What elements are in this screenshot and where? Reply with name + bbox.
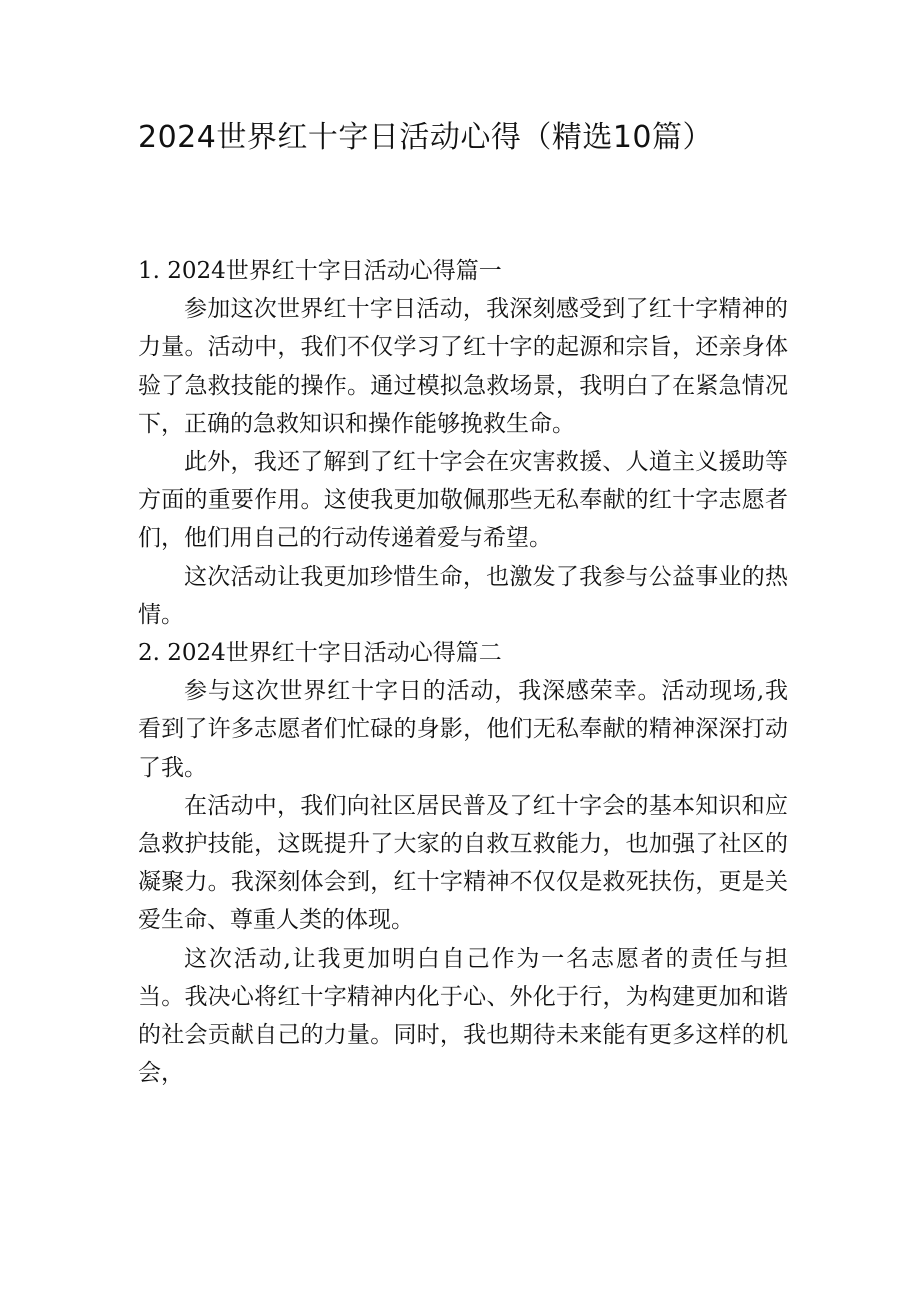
paragraph: 参与这次世界红十字日的活动，我深感荣幸。活动现场,我看到了许多志愿者们忙碌的身影，他们无私奉献的精神深深打动了我。 — [138, 678, 788, 781]
paragraph: 在活动中，我们向社区居民普及了红十字会的基本知识和应急救护技能，这既提升了大家的自救互救能力，也加强了社区的凝聚力。我深刻体会到，红十字精神不仅仅是救死扶伤，更是关爱生命、尊重人类的体现。 — [138, 792, 788, 934]
document-body — [138, 252, 788, 1092]
document-title: 2024世界红十字日活动心得（精选10篇） — [138, 120, 714, 155]
paragraph: 这次活动让我更加珍惜生命，也激发了我参与公益事业的热情。 — [138, 563, 788, 628]
paragraph: 参加这次世界红十字日活动，我深刻感受到了红十字精神的力量。活动中，我们不仅学习了红十字的起源和宗旨，还亲身体验了急救技能的操作。通过模拟急救场景，我明白了在紧急情况下，正确的急救知识和操作能够挽救生命。 — [138, 296, 788, 437]
paragraph: 这次活动,让我更加明白自己作为一名志愿者的责任与担当。我决心将红十字精神内化于心、外化于行，为构建更加和谐的社会贡献自己的力量。同时，我也期待未来能有更多这样的机会， — [138, 945, 788, 1087]
paragraph: 此外，我还了解到了红十字会在灾害救援、人道主义援助等方面的重要作用。这使我更加敬佩那些无私奉献的红十字志愿者们，他们用自己的行动传递着爱与希望。 — [138, 449, 788, 552]
section-heading: 1. 2024世界红十字日活动心得篇一 — [138, 258, 502, 284]
section-heading: 2. 2024世界红十字日活动心得篇二 — [138, 640, 502, 667]
